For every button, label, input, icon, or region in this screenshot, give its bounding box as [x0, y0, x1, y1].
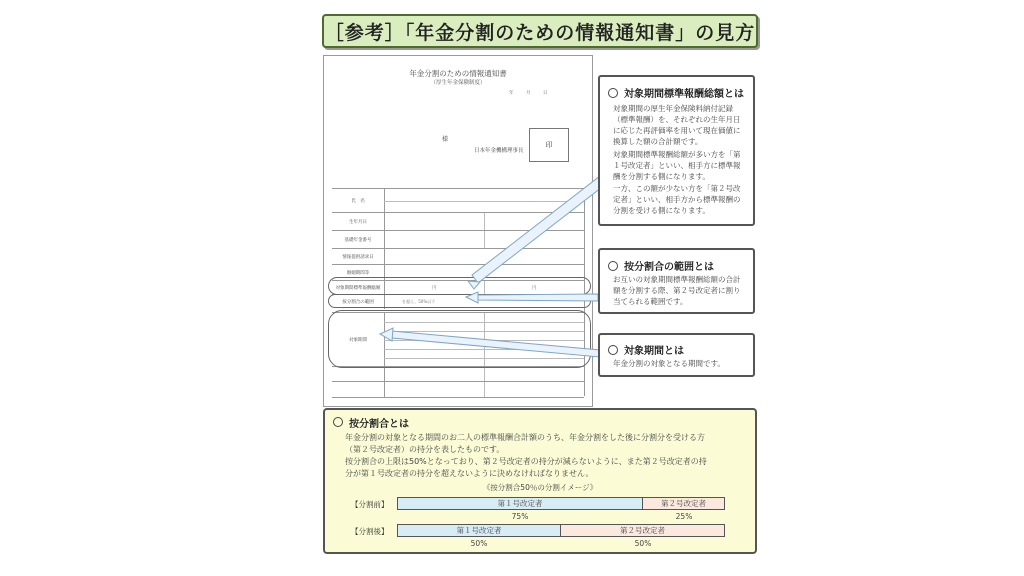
callout-heading: 対象期間とは [624, 346, 684, 357]
bar-label: 第２号改定者 [620, 526, 665, 535]
page-title: ［参考］「年金分割のための情報通知書」の見方 [322, 14, 758, 48]
after-second-pct: 50% [634, 539, 652, 548]
form-issuer: 日本年金機構理事長 [474, 148, 524, 154]
form-date: 年 月 日 [509, 91, 552, 96]
callout-paragraph: 一方、この額が少ない方を「第２号改定者」といい、相手方から標準報酬の分割を受ける側になります。 [613, 184, 741, 215]
callout-total-remuneration [598, 75, 755, 226]
callout-paragraph: 対象期間の厚生年金保険料納付記録（標準報酬）を、それぞれの生年月日に応じた再評価率を用いて現在価値に換算した額の合計額です。 [613, 104, 741, 146]
ratio-explanation-box [323, 408, 757, 554]
callout-ratio-range [598, 248, 755, 314]
callout-paragraph: お互いの対象期間標準報酬総額の合計額を分割する際、第２号改定者に割り当てられる範囲です。 [613, 275, 741, 306]
before-first-pct: 75% [511, 512, 529, 521]
callout-heading: 対象期間標準報酬総額とは [624, 89, 744, 100]
ratio-text-line: 按分割合の上限は50%となっており、第２号改定者の持分が減らないように、また第２号改定者の持 [345, 457, 707, 466]
form-row-label: 按分割合の範囲 [332, 295, 385, 309]
form-subtitle: （厚生年金保険制度） [430, 80, 486, 86]
after-first-pct: 50% [470, 539, 488, 548]
circle-bullet-icon [608, 261, 618, 271]
bar-label: 第２号改定者 [661, 499, 706, 508]
ratio-text-line: 分が第１号改定者の持分を超えないように決めなければなりません。 [345, 469, 594, 478]
form-row-label: 婚姻期間等 [332, 265, 385, 281]
callout-paragraph: 対象期間標準報酬総額が多い方を「第１号改定者」といい、相手方に標準報酬を分割する側になります。 [613, 150, 741, 181]
form-range-value: を超え、50%以下 [402, 299, 436, 304]
ratio-text-line: （第２号改定者）の持分を表したものです。 [345, 445, 505, 454]
arrow-target-period [392, 331, 600, 357]
before-first-bar [397, 497, 643, 510]
before-second-pct: 25% [675, 512, 693, 521]
bar-label: 第１号改定者 [497, 499, 543, 508]
after-second-bar [560, 524, 725, 537]
bar-label: 第１号改定者 [456, 526, 502, 535]
form-row-label: 氏 名 [332, 189, 385, 213]
circle-bullet-icon [608, 88, 618, 98]
form-row-label: 対象期間 [332, 313, 385, 367]
arrow-total-remuneration-head [468, 281, 480, 289]
before-second-bar [642, 497, 725, 510]
ratio-text-line: 年金分割の対象となる期間のお二人の標準報酬合計額のうち、年金分割をした後に分割分を受ける方 [345, 433, 705, 442]
form-row-label: 生年月日 [332, 213, 385, 231]
callout-paragraph: 年金分割の対象となる期間です。 [613, 359, 725, 368]
form-row-label: 対象期間標準報酬総額 [332, 281, 385, 295]
ratio-heading: 按分割合とは [349, 419, 409, 430]
form-yen-2: 円 [532, 286, 537, 291]
form-yen-1: 円 [432, 286, 437, 291]
arrow-total-remuneration [472, 176, 606, 283]
form-title: 年金分割のための情報通知書 [409, 69, 507, 78]
form-row-label: 基礎年金番号 [332, 231, 385, 249]
arrow-ratio-range [478, 294, 598, 301]
callout-target-period [598, 333, 755, 377]
arrow-target-period-head [380, 328, 393, 341]
after-first-bar [397, 524, 561, 537]
arrow-ratio-range-head [466, 292, 478, 303]
after-label: 【分割後】 [351, 527, 389, 536]
before-label: 【分割前】 [351, 500, 389, 509]
circle-bullet-icon [333, 417, 343, 427]
circle-bullet-icon [608, 345, 618, 355]
image-caption: 《按分割合50％の分割イメージ》 [482, 483, 598, 492]
form-row-label: 情報提供請求日 [332, 249, 385, 265]
form-addressee: 様 [442, 136, 449, 143]
callout-heading: 按分割合の範囲とは [624, 262, 714, 273]
form-seal-label: 印 [545, 141, 553, 149]
